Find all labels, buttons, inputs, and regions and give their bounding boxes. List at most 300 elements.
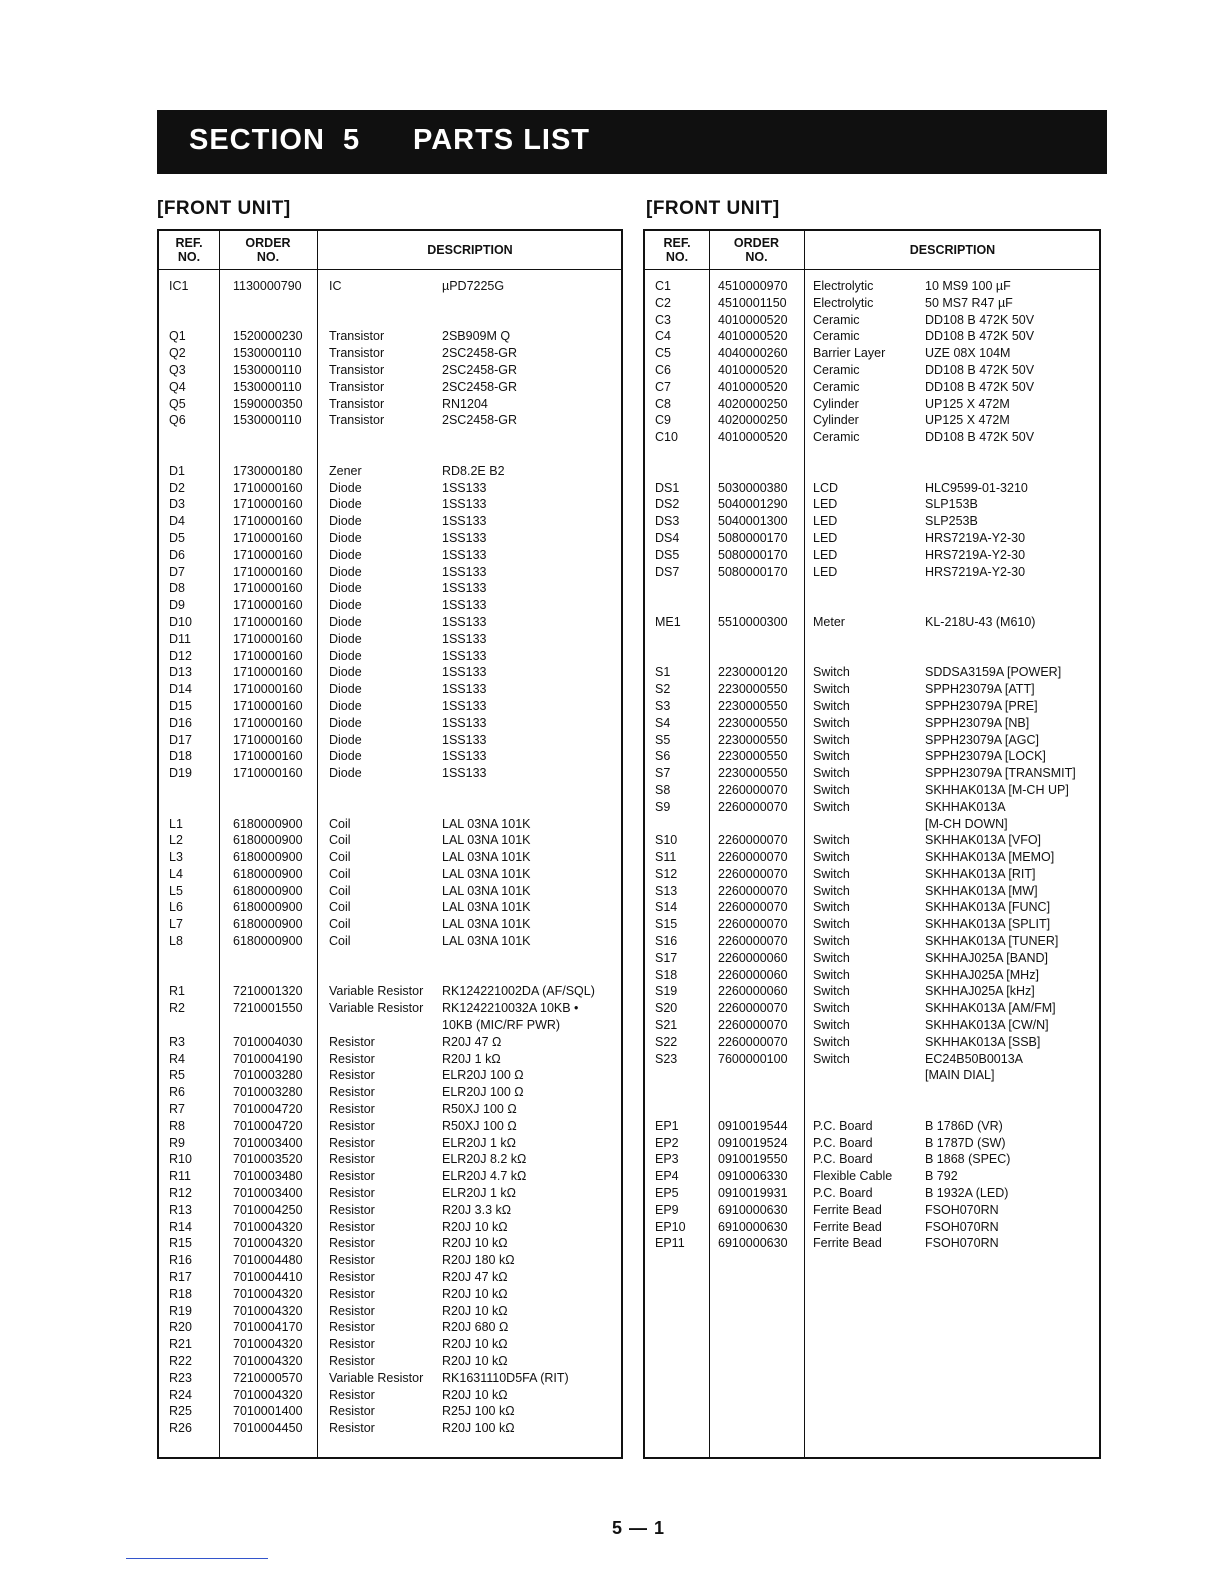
table-row bbox=[159, 832, 621, 849]
cell-order: 7210000570 bbox=[233, 1370, 303, 1385]
cell-order: 1530000110 bbox=[233, 346, 302, 361]
cell-order: 2230000550 bbox=[718, 715, 788, 730]
table-row bbox=[159, 345, 621, 362]
cell-type: Switch bbox=[813, 833, 850, 848]
cell-ref: L2 bbox=[169, 833, 183, 848]
table-row bbox=[645, 1168, 1099, 1185]
cell-order: 6180000900 bbox=[233, 816, 303, 831]
cell-type: Variable Resistor bbox=[329, 984, 424, 999]
table-row bbox=[645, 1067, 1099, 1084]
cell-order: 5080000170 bbox=[718, 564, 788, 579]
cell-ref: DS5 bbox=[655, 547, 680, 562]
cell-order: 2260000070 bbox=[718, 799, 788, 814]
cell-order: 2260000060 bbox=[718, 984, 788, 999]
cell-ref: S20 bbox=[655, 1001, 678, 1016]
cell-value: LAL 03NA 101K bbox=[442, 833, 531, 848]
cell-type: Resistor bbox=[329, 1186, 375, 1201]
table-row bbox=[159, 1319, 621, 1336]
cell-type: Switch bbox=[813, 883, 850, 898]
cell-type: Variable Resistor bbox=[329, 1001, 424, 1016]
cell-ref: S6 bbox=[655, 749, 671, 764]
cell-order: 2260000070 bbox=[718, 1018, 788, 1033]
cell-type: P.C. Board bbox=[813, 1186, 873, 1201]
cell-type: Resistor bbox=[329, 1387, 375, 1402]
table-row bbox=[159, 681, 621, 698]
table-row bbox=[159, 295, 621, 312]
cell-value: 2SC2458-GR bbox=[442, 413, 518, 428]
cell-type: Diode bbox=[329, 732, 362, 747]
cell-ref: C4 bbox=[655, 329, 671, 344]
cell-order: 6910000630 bbox=[718, 1236, 788, 1251]
cell-value: UZE 08X 104M bbox=[925, 346, 1011, 361]
cell-order: 7010004320 bbox=[233, 1387, 303, 1402]
cell-type: Switch bbox=[813, 917, 850, 932]
cell-order: 2260000070 bbox=[718, 1001, 788, 1016]
cell-value: SKHHAJ025A [BAND] bbox=[925, 950, 1048, 965]
cell-type: Diode bbox=[329, 547, 362, 562]
cell-ref: R9 bbox=[169, 1135, 185, 1150]
cell-ref: R25 bbox=[169, 1404, 192, 1419]
cell-type: Switch bbox=[813, 1018, 850, 1033]
cell-order: 1710000160 bbox=[233, 732, 303, 747]
cell-value: KL-218U-43 (M610) bbox=[925, 614, 1036, 629]
cell-ref: EP11 bbox=[655, 1236, 685, 1251]
cell-type: Switch bbox=[813, 1001, 850, 1016]
cell-order: 7210001550 bbox=[233, 1001, 303, 1016]
cell-order: 5080000170 bbox=[718, 530, 788, 545]
cell-value: LAL 03NA 101K bbox=[442, 866, 531, 881]
cell-order: 4510000970 bbox=[718, 279, 788, 293]
footer-rule bbox=[126, 1558, 268, 1559]
cell-value: 1SS133 bbox=[442, 648, 487, 663]
table-row bbox=[159, 883, 621, 900]
cell-order: 2230000550 bbox=[718, 732, 788, 747]
cell-value: LAL 03NA 101K bbox=[442, 816, 531, 831]
cell-order: 7010004320 bbox=[233, 1354, 303, 1368]
table-row bbox=[645, 899, 1099, 916]
cell-type: Coil bbox=[329, 934, 351, 949]
cell-value: R50XJ 100 Ω bbox=[442, 1118, 517, 1133]
table-row bbox=[645, 799, 1099, 816]
cell-ref: ME1 bbox=[655, 614, 681, 629]
table-row bbox=[159, 983, 621, 1000]
cell-ref: S3 bbox=[655, 698, 671, 713]
cell-ref: S22 bbox=[655, 1034, 678, 1049]
cell-type: Switch bbox=[813, 799, 850, 814]
table-row bbox=[159, 933, 621, 950]
table-row bbox=[159, 1387, 621, 1404]
cell-ref: D9 bbox=[169, 598, 185, 613]
cell-order: 5040001290 bbox=[718, 497, 788, 512]
cell-type: Diode bbox=[329, 530, 362, 545]
cell-value: R20J 10 kΩ bbox=[442, 1354, 508, 1368]
cell-order: 2230000550 bbox=[718, 749, 788, 764]
table-row bbox=[159, 950, 621, 967]
cell-ref: L7 bbox=[169, 917, 183, 932]
cell-ref: EP10 bbox=[655, 1219, 686, 1234]
cell-ref: L5 bbox=[169, 883, 183, 898]
cell-order: 4020000250 bbox=[718, 396, 788, 411]
cell-type: Resistor bbox=[329, 1068, 375, 1083]
cell-order: 2260000070 bbox=[718, 833, 788, 848]
cell-value: [MAIN DIAL] bbox=[925, 1068, 995, 1083]
cell-value: LAL 03NA 101K bbox=[442, 850, 531, 865]
cell-type: Switch bbox=[813, 665, 850, 680]
cell-order: 6910000630 bbox=[718, 1219, 788, 1234]
cell-order: 2260000060 bbox=[718, 967, 788, 982]
cell-value: SPPH23079A [PRE] bbox=[925, 698, 1038, 713]
cell-type: Coil bbox=[329, 866, 351, 881]
cell-value: HRS7219A-Y2-30 bbox=[925, 547, 1026, 562]
cell-ref: C3 bbox=[655, 312, 671, 327]
cell-order: 2260000060 bbox=[718, 950, 788, 965]
cell-ref: S19 bbox=[655, 984, 678, 999]
cell-order: 6180000900 bbox=[233, 934, 303, 949]
cell-ref: R14 bbox=[169, 1219, 192, 1234]
table-row bbox=[159, 765, 621, 782]
cell-order: 1710000160 bbox=[233, 715, 303, 730]
table-row bbox=[645, 597, 1099, 614]
table-row bbox=[159, 614, 621, 631]
cell-order: 1710000160 bbox=[233, 598, 303, 613]
cell-value: R20J 180 kΩ bbox=[442, 1253, 515, 1268]
cell-ref: R10 bbox=[169, 1152, 192, 1167]
table-row bbox=[159, 396, 621, 413]
cell-ref: R8 bbox=[169, 1118, 185, 1133]
cell-type: Switch bbox=[813, 967, 850, 982]
cell-order: 1710000160 bbox=[233, 547, 303, 562]
cell-order: 1710000160 bbox=[233, 614, 303, 629]
table-row bbox=[159, 1034, 621, 1051]
cell-ref: S8 bbox=[655, 782, 671, 797]
table-row bbox=[159, 1168, 621, 1185]
cell-value: B 1868 (SPEC) bbox=[925, 1152, 1011, 1167]
cell-ref: EP5 bbox=[655, 1186, 679, 1201]
cell-ref: S1 bbox=[655, 665, 671, 680]
cell-order: 1710000160 bbox=[233, 631, 303, 646]
cell-ref: Q6 bbox=[169, 413, 186, 428]
cell-ref: C10 bbox=[655, 430, 678, 445]
cell-value: SKHHAK013A [MW] bbox=[925, 883, 1038, 898]
cell-order: 4510001150 bbox=[718, 295, 787, 310]
cell-value: LAL 03NA 101K bbox=[442, 934, 531, 949]
table-row bbox=[645, 446, 1099, 463]
cell-ref: R7 bbox=[169, 1102, 185, 1117]
table-row bbox=[645, 631, 1099, 648]
cell-value: ELR20J 4.7 kΩ bbox=[442, 1169, 527, 1184]
cell-order: 6910000630 bbox=[718, 1202, 788, 1217]
cell-type: Diode bbox=[329, 631, 362, 646]
cell-type: P.C. Board bbox=[813, 1152, 873, 1167]
cell-value: R20J 10 kΩ bbox=[442, 1337, 508, 1352]
table-row bbox=[159, 513, 621, 530]
cell-ref: R3 bbox=[169, 1034, 185, 1049]
cell-order: 0910019544 bbox=[718, 1118, 788, 1133]
cell-type: Switch bbox=[813, 782, 850, 797]
cell-order: 7010001400 bbox=[233, 1404, 303, 1419]
cell-order: 4010000520 bbox=[718, 312, 788, 327]
cell-order: 7010004320 bbox=[233, 1219, 303, 1234]
cell-ref: EP4 bbox=[655, 1169, 679, 1184]
cell-order: 2230000550 bbox=[718, 766, 788, 781]
table-row bbox=[159, 1235, 621, 1252]
table-row bbox=[645, 614, 1099, 631]
cell-value: R25J 100 kΩ bbox=[442, 1404, 515, 1419]
cell-type: Diode bbox=[329, 480, 362, 495]
table-row bbox=[159, 530, 621, 547]
cell-order: 2260000070 bbox=[718, 934, 788, 949]
left-header-description: DESCRIPTION bbox=[427, 243, 513, 257]
cell-order: 4020000250 bbox=[718, 413, 788, 428]
cell-value: B 1786D (VR) bbox=[925, 1118, 1003, 1133]
cell-order: 7010004720 bbox=[233, 1118, 303, 1133]
cell-type: Transistor bbox=[329, 346, 385, 361]
cell-value: RK124221002DA (AF/SQL) bbox=[442, 984, 595, 999]
cell-ref: Q5 bbox=[169, 396, 186, 411]
cell-value: RD8.2E B2 bbox=[442, 463, 505, 478]
cell-ref: S11 bbox=[655, 850, 677, 865]
cell-ref: R16 bbox=[169, 1253, 192, 1268]
cell-ref: S15 bbox=[655, 917, 678, 932]
cell-value: SKHHAK013A [SSB] bbox=[925, 1034, 1041, 1049]
cell-type: Diode bbox=[329, 564, 362, 579]
cell-type: Resistor bbox=[329, 1169, 375, 1184]
cell-ref: R18 bbox=[169, 1286, 192, 1301]
table-row bbox=[645, 681, 1099, 698]
table-row bbox=[645, 312, 1099, 329]
table-row bbox=[159, 648, 621, 665]
cell-order: 2260000070 bbox=[718, 782, 788, 797]
cell-ref: EP2 bbox=[655, 1135, 679, 1150]
cell-value: LAL 03NA 101K bbox=[442, 917, 531, 932]
cell-type: Resistor bbox=[329, 1085, 375, 1100]
cell-ref: C6 bbox=[655, 362, 671, 377]
cell-value: HLC9599-01-3210 bbox=[925, 480, 1028, 495]
table-row bbox=[645, 1051, 1099, 1068]
cell-value: R20J 10 kΩ bbox=[442, 1286, 508, 1301]
cell-type: Ceramic bbox=[813, 329, 860, 344]
table-row bbox=[645, 513, 1099, 530]
table-row bbox=[645, 933, 1099, 950]
cell-type: Resistor bbox=[329, 1303, 375, 1318]
cell-ref: S17 bbox=[655, 950, 678, 965]
cell-order: 0910019931 bbox=[718, 1186, 788, 1201]
table-row bbox=[645, 816, 1099, 833]
table-row bbox=[159, 1420, 621, 1437]
cell-value: SKHHAK013A [MEMO] bbox=[925, 850, 1055, 865]
cell-value: R20J 100 kΩ bbox=[442, 1421, 515, 1436]
cell-ref: R2 bbox=[169, 1001, 185, 1016]
cell-value: UP125 X 472M bbox=[925, 396, 1010, 411]
table-row bbox=[159, 1202, 621, 1219]
right-header-ref: REF. NO. bbox=[663, 236, 691, 264]
cell-order: 1530000110 bbox=[233, 379, 302, 394]
cell-type: Resistor bbox=[329, 1236, 375, 1251]
cell-order: 4010000520 bbox=[718, 362, 788, 377]
table-row bbox=[159, 496, 621, 513]
table-row bbox=[159, 1403, 621, 1420]
table-row bbox=[645, 1219, 1099, 1236]
cell-type: LED bbox=[813, 497, 838, 512]
cell-type: Switch bbox=[813, 984, 850, 999]
cell-value: R20J 1 kΩ bbox=[442, 1051, 501, 1066]
table-row bbox=[159, 1219, 621, 1236]
cell-ref: D12 bbox=[169, 648, 192, 663]
table-row bbox=[159, 328, 621, 345]
table-row bbox=[645, 765, 1099, 782]
table-row bbox=[159, 1303, 621, 1320]
cell-type: Electrolytic bbox=[813, 279, 874, 293]
cell-order: 4040000260 bbox=[718, 346, 788, 361]
table-row bbox=[645, 715, 1099, 732]
cell-ref: R12 bbox=[169, 1186, 192, 1201]
cell-order: 1710000160 bbox=[233, 682, 303, 697]
cell-value: 2SC2458-GR bbox=[442, 362, 518, 377]
cell-value: LAL 03NA 101K bbox=[442, 900, 531, 915]
cell-order: 6180000900 bbox=[233, 833, 303, 848]
cell-ref: S10 bbox=[655, 833, 678, 848]
cell-order: 5510000300 bbox=[718, 614, 788, 629]
cell-value: R50XJ 100 Ω bbox=[442, 1102, 517, 1117]
cell-value: 10 MS9 100 µF bbox=[925, 279, 1011, 293]
cell-value: R20J 47 Ω bbox=[442, 1034, 502, 1049]
cell-type: Coil bbox=[329, 850, 351, 865]
cell-type: LCD bbox=[813, 480, 839, 495]
cell-value: 50 MS7 R47 µF bbox=[925, 295, 1013, 310]
cell-order: 7010004450 bbox=[233, 1421, 303, 1436]
cell-value: 1SS133 bbox=[442, 514, 487, 529]
cell-ref: S4 bbox=[655, 715, 671, 730]
cell-value: 1SS133 bbox=[442, 715, 487, 730]
table-row bbox=[645, 480, 1099, 497]
table-row bbox=[645, 295, 1099, 312]
cell-value: µPD7225G bbox=[442, 279, 505, 293]
cell-type: Diode bbox=[329, 614, 362, 629]
left-unit-label: [FRONT UNIT] bbox=[157, 198, 291, 219]
cell-value: SKHHAJ025A [MHz] bbox=[925, 967, 1039, 982]
cell-order: 1710000160 bbox=[233, 514, 303, 529]
cell-order: 1710000160 bbox=[233, 648, 303, 663]
table-row bbox=[645, 916, 1099, 933]
table-row bbox=[159, 1286, 621, 1303]
table-row bbox=[645, 547, 1099, 564]
table-row bbox=[159, 564, 621, 581]
cell-type: Resistor bbox=[329, 1404, 375, 1419]
table-row bbox=[159, 1252, 621, 1269]
cell-order: 7010003280 bbox=[233, 1068, 303, 1083]
cell-value: 1SS133 bbox=[442, 749, 487, 764]
table-row bbox=[159, 1118, 621, 1135]
cell-value: 1SS133 bbox=[442, 480, 487, 495]
table-row bbox=[159, 631, 621, 648]
cell-type: LED bbox=[813, 514, 838, 529]
cell-ref: S16 bbox=[655, 934, 678, 949]
cell-value: 1SS133 bbox=[442, 766, 487, 781]
cell-type: Diode bbox=[329, 698, 362, 713]
cell-value: SKHHAK013A [M-CH UP] bbox=[925, 782, 1069, 797]
cell-value: DD108 B 472K 50V bbox=[925, 329, 1035, 344]
cell-ref: D7 bbox=[169, 564, 185, 579]
table-row bbox=[645, 1202, 1099, 1219]
cell-order: 2260000070 bbox=[718, 866, 788, 881]
table-row bbox=[645, 1084, 1099, 1101]
cell-type: Switch bbox=[813, 1034, 850, 1049]
cell-order: 7010004250 bbox=[233, 1202, 303, 1217]
cell-ref: DS4 bbox=[655, 530, 680, 545]
cell-value: ELR20J 8.2 kΩ bbox=[442, 1152, 527, 1167]
table-row bbox=[159, 1135, 621, 1152]
cell-order: 7010004320 bbox=[233, 1303, 303, 1318]
cell-type: Electrolytic bbox=[813, 295, 874, 310]
cell-value: DD108 B 472K 50V bbox=[925, 379, 1035, 394]
cell-value: RK1631110D5FA (RIT) bbox=[442, 1370, 569, 1385]
cell-value: SKHHAK013A [SPLIT] bbox=[925, 917, 1051, 932]
table-row bbox=[645, 1000, 1099, 1017]
cell-order: 7600000100 bbox=[718, 1051, 788, 1066]
cell-value: 1SS133 bbox=[442, 614, 487, 629]
cell-type: LED bbox=[813, 547, 838, 562]
cell-type: Switch bbox=[813, 715, 850, 730]
cell-type: Switch bbox=[813, 698, 850, 713]
cell-type: Diode bbox=[329, 682, 362, 697]
cell-ref: DS7 bbox=[655, 564, 680, 579]
table-row bbox=[159, 1353, 621, 1370]
cell-ref: S5 bbox=[655, 732, 671, 747]
cell-ref: D10 bbox=[169, 614, 192, 629]
cell-ref: R11 bbox=[169, 1169, 192, 1184]
cell-value: DD108 B 472K 50V bbox=[925, 362, 1035, 377]
table-row bbox=[645, 732, 1099, 749]
table-row bbox=[645, 950, 1099, 967]
cell-ref: D16 bbox=[169, 715, 192, 730]
cell-value: RK1242210032A 10KB • bbox=[442, 1001, 579, 1016]
cell-value: SKHHAK013A [CW/N] bbox=[925, 1018, 1049, 1033]
cell-ref: R15 bbox=[169, 1236, 192, 1251]
table-row bbox=[159, 715, 621, 732]
cell-order: 4010000520 bbox=[718, 379, 788, 394]
table-row bbox=[159, 362, 621, 379]
cell-ref: Q2 bbox=[169, 346, 186, 361]
cell-type: Resistor bbox=[329, 1102, 375, 1117]
cell-value: 1SS133 bbox=[442, 564, 487, 579]
cell-value: DD108 B 472K 50V bbox=[925, 430, 1035, 445]
cell-type: Switch bbox=[813, 1051, 850, 1066]
cell-order: 7010004030 bbox=[233, 1034, 303, 1049]
cell-type: P.C. Board bbox=[813, 1135, 873, 1150]
cell-type: Resistor bbox=[329, 1270, 375, 1285]
cell-ref: S14 bbox=[655, 900, 678, 915]
left-table-rows bbox=[159, 278, 621, 1437]
cell-type: Transistor bbox=[329, 362, 385, 377]
table-row bbox=[159, 849, 621, 866]
cell-type: Switch bbox=[813, 850, 850, 865]
cell-type: Transistor bbox=[329, 413, 385, 428]
cell-value: R20J 3.3 kΩ bbox=[442, 1202, 512, 1217]
section-banner bbox=[157, 110, 1107, 174]
table-row bbox=[159, 816, 621, 833]
cell-ref: D6 bbox=[169, 547, 185, 562]
cell-value: 1SS133 bbox=[442, 530, 487, 545]
cell-type: Diode bbox=[329, 497, 362, 512]
cell-type: Resistor bbox=[329, 1421, 375, 1436]
cell-value: 10KB (MIC/RF PWR) bbox=[442, 1018, 561, 1033]
cell-value: HRS7219A-Y2-30 bbox=[925, 564, 1026, 579]
cell-type: Ceramic bbox=[813, 312, 860, 327]
cell-type: Cylinder bbox=[813, 413, 859, 428]
cell-value: FSOH070RN bbox=[925, 1219, 999, 1234]
cell-value: SKHHAK013A [RIT] bbox=[925, 866, 1036, 881]
table-row bbox=[645, 748, 1099, 765]
